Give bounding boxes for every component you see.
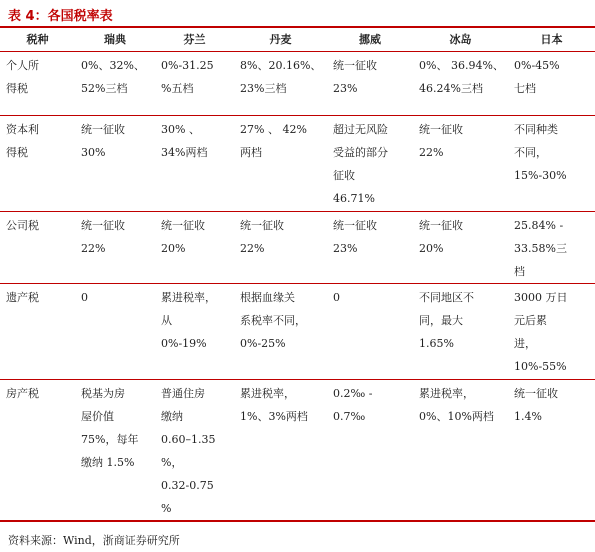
- cell-text-line: 0%、10%两档: [419, 410, 494, 423]
- cell-text-line: 从: [161, 314, 172, 327]
- cell-text-line: 征收: [333, 169, 355, 182]
- column-header: 挪威: [327, 28, 413, 52]
- cell-text-line: 0.7‰: [333, 410, 366, 423]
- table-cell: [413, 116, 508, 212]
- table-cell: [327, 212, 413, 284]
- source-note: 资料来源：Wind，浙商证券研究所: [8, 534, 180, 547]
- cell-text-line: 23%三档: [240, 82, 287, 95]
- cell-text-line: 33.58%三: [514, 242, 567, 255]
- table-title: 表 4：各国税率表: [8, 9, 113, 24]
- cell-text-line: %: [161, 502, 172, 515]
- table-cell: [508, 52, 595, 116]
- cell-text-line: 23%: [333, 242, 358, 255]
- table-cell: [508, 116, 595, 212]
- cell-text-line: 0: [333, 291, 340, 304]
- tax-type-cell: [0, 284, 75, 380]
- cell-text-line: 统一征收: [419, 123, 463, 136]
- column-header: 日本: [508, 28, 595, 52]
- cell-text-line: 75%，每年: [81, 433, 139, 446]
- table-cell: [75, 380, 155, 522]
- cell-text-line: 系税率不同，: [240, 314, 306, 327]
- column-header: 芬兰: [155, 28, 234, 52]
- cell-text-line: 0.32-0.75: [161, 479, 214, 492]
- cell-text-line: 得税: [6, 82, 28, 95]
- table-cell: [75, 52, 155, 116]
- cell-text-line: 22%: [81, 242, 106, 255]
- table-cell: [155, 52, 234, 116]
- table-cell: [155, 284, 234, 380]
- cell-text-line: 累进税率，: [240, 387, 295, 400]
- table-cell: [327, 116, 413, 212]
- cell-text-line: 统一征收: [161, 219, 205, 232]
- cell-text-line: 30%: [81, 146, 106, 159]
- table-cell: [234, 380, 327, 522]
- column-header: 税种: [0, 28, 75, 52]
- cell-text-line: 不同地区不: [419, 291, 474, 304]
- table-cell: [234, 52, 327, 116]
- cell-text-line: 0%-25%: [240, 337, 286, 350]
- cell-text-line: 0%-19%: [161, 337, 207, 350]
- cell-text-line: 1.4%: [514, 410, 542, 423]
- cell-text-line: 20%: [161, 242, 186, 255]
- table-row: [0, 212, 595, 284]
- cell-text-line: 公司税: [6, 219, 39, 232]
- cell-text-line: 元后累: [514, 314, 547, 327]
- cell-text-line: 两档: [240, 146, 262, 159]
- table-cell: [75, 284, 155, 380]
- cell-text-line: 统一征收: [240, 219, 284, 232]
- table-cell: [155, 116, 234, 212]
- cell-text-line: 屋价值: [81, 410, 114, 423]
- cell-text-line: 8%、20.16%、: [240, 59, 322, 72]
- table-cell: [327, 52, 413, 116]
- cell-text-line: %，: [161, 456, 183, 469]
- cell-text-line: 累进税率，: [419, 387, 474, 400]
- cell-text-line: 统一征收: [333, 219, 377, 232]
- cell-text-line: 资本利: [6, 123, 39, 136]
- cell-text-line: 税基为房: [81, 387, 125, 400]
- table-row: [0, 52, 595, 116]
- table-cell: [508, 212, 595, 284]
- cell-text-line: 34%两档: [161, 146, 208, 159]
- table-cell: [413, 212, 508, 284]
- table-cell: [155, 380, 234, 522]
- table-body: [0, 52, 595, 522]
- table-cell: [327, 284, 413, 380]
- table-cell: [234, 116, 327, 212]
- cell-text-line: 统一征收: [81, 123, 125, 136]
- cell-text-line: 同，最大: [419, 314, 463, 327]
- column-header: 冰岛: [413, 28, 508, 52]
- tax-type-cell: [0, 380, 75, 522]
- header-row: [0, 28, 595, 52]
- tax-type-cell: [0, 52, 75, 116]
- cell-text-line: 遗产税: [6, 291, 39, 304]
- table-cell: [413, 380, 508, 522]
- cell-text-line: 10%-55%: [514, 360, 567, 373]
- cell-text-line: 受益的部分: [333, 146, 388, 159]
- cell-text-line: 46.71%: [333, 192, 375, 205]
- cell-text-line: 统一征收: [514, 387, 558, 400]
- cell-text-line: 22%: [419, 146, 444, 159]
- cell-text-line: 22%: [240, 242, 265, 255]
- column-header: 丹麦: [234, 28, 327, 52]
- cell-text-line: 23%: [333, 82, 358, 95]
- tax-type-cell: [0, 212, 75, 284]
- table-cell: [413, 52, 508, 116]
- cell-text-line: 30% 、: [161, 123, 200, 136]
- cell-text-line: 统一征收: [419, 219, 463, 232]
- cell-text-line: 1.65%: [419, 337, 454, 350]
- cell-text-line: 超过无风险: [333, 123, 388, 136]
- cell-text-line: 七档: [514, 82, 536, 95]
- table-row: [0, 380, 595, 522]
- cell-text-line: 根据血缘关: [240, 291, 295, 304]
- cell-text-line: 0.60–1.35: [161, 433, 216, 446]
- table-cell: [234, 284, 327, 380]
- cell-text-line: 个人所: [6, 59, 39, 72]
- column-header: 瑞典: [75, 28, 155, 52]
- table-cell: [413, 284, 508, 380]
- cell-text-line: 统一征收: [81, 219, 125, 232]
- table-row: [0, 284, 595, 380]
- cell-text-line: 25.84% -: [514, 219, 564, 232]
- table-cell: [75, 116, 155, 212]
- cell-text-line: 房产税: [6, 387, 39, 400]
- cell-text-line: 统一征收: [333, 59, 377, 72]
- cell-text-line: 20%: [419, 242, 444, 255]
- cell-text-line: 46.24%三档: [419, 82, 483, 95]
- cell-text-line: 0%、32%、: [81, 59, 145, 72]
- cell-text-line: 不同种类: [514, 123, 558, 136]
- cell-text-line: 普通住房: [161, 387, 205, 400]
- cell-text-line: 0%、 36.94%、: [419, 59, 504, 72]
- cell-text-line: 缴纳 1.5%: [81, 456, 135, 469]
- cell-text-line: 0: [81, 291, 88, 304]
- table-cell: [155, 212, 234, 284]
- cell-text-line: 缴纳: [161, 410, 183, 423]
- cell-text-line: 52%三档: [81, 82, 128, 95]
- cell-text-line: 档: [514, 265, 525, 278]
- cell-text-line: %五档: [161, 82, 194, 95]
- table-cell: [75, 212, 155, 284]
- table-cell: [234, 212, 327, 284]
- cell-text-line: 1%、3%两档: [240, 410, 308, 423]
- tax-type-cell: [0, 116, 75, 212]
- table-row: [0, 116, 595, 212]
- cell-text-line: 0%-31.25: [161, 59, 214, 72]
- cell-text-line: 0.2‰ -: [333, 387, 373, 400]
- cell-text-line: 进，: [514, 337, 536, 350]
- cell-text-line: 不同，: [514, 146, 547, 159]
- tax-rate-table: [0, 28, 595, 522]
- cell-text-line: 累进税率，: [161, 291, 216, 304]
- table-cell: [508, 380, 595, 522]
- table-cell: [327, 380, 413, 522]
- cell-text-line: 3000 万日: [514, 291, 568, 304]
- cell-text-line: 15%-30%: [514, 169, 567, 182]
- cell-text-line: 得税: [6, 146, 28, 159]
- table-cell: [508, 284, 595, 380]
- cell-text-line: 27% 、 42%: [240, 123, 307, 136]
- cell-text-line: 0%-45%: [514, 59, 560, 72]
